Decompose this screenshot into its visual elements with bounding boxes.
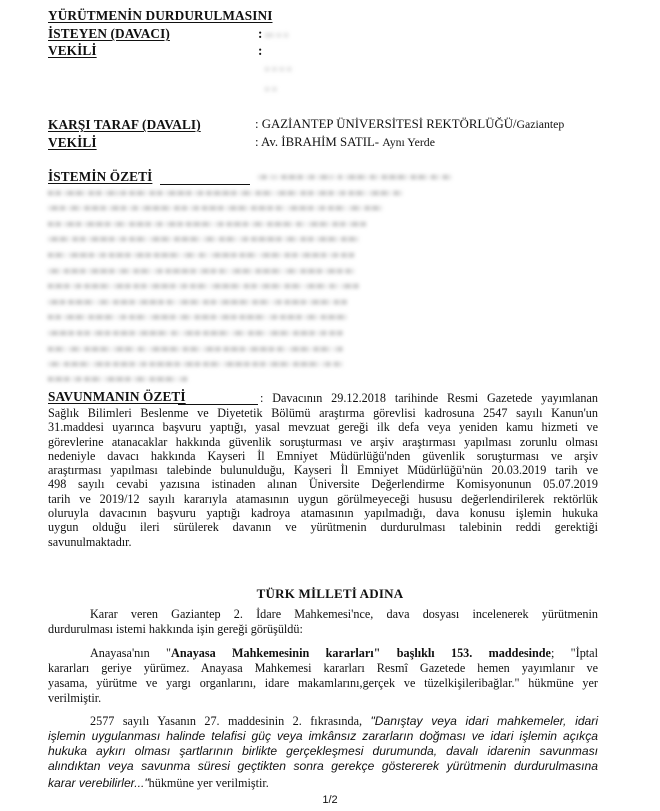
redacted-text: ▫ ▫ ▫ ▫	[265, 62, 292, 76]
defense-line: : Davacının 29.12.2018 tarihinde Resmi Gazetede yayımlanan	[260, 391, 598, 405]
defendant-value: : GAZİANTEP ÜNİVERSİTESİ REKTÖRLÜĞÜ/Gaziantep	[255, 117, 565, 131]
plaintiff-counsel-label: VEKİLİ	[48, 43, 97, 58]
plaintiff-counsel-colon: :	[258, 43, 263, 58]
decision-paragraph-3: 2577 sayılı Yasanın 27. maddesinin 2. fıkrasında, "Danıştay veya idari mahkemeler, idari işlemin uygulanması halinde telafisi güç veya imkânsız zararların doğması ve idari işlemin açıkça hukuka aykırı olması şartlarının birlikte gerçekleşmesi durumunda, davalı idarenin savunması alındıktan veya savunma süresi geçtikten sonra gerekçe göstererek yürütmenin durdurulmasına karar verebilirler..."hükmüne yer verilmiştir.	[48, 714, 599, 790]
page-number: 1/2	[322, 794, 338, 806]
plaintiff-colon: :	[258, 26, 263, 41]
defendant-counsel-label: VEKİLİ	[48, 135, 97, 150]
decision-title: TÜRK MİLLETİ ADINA	[256, 586, 404, 601]
defendant-label: KARŞI TARAF (DAVALI)	[48, 117, 201, 132]
redacted-text: ▫ ▫	[265, 82, 277, 96]
request-summary-label: İSTEMİN ÖZETİ	[48, 169, 153, 184]
plaintiff-label: İSTEYEN (DAVACI)	[48, 26, 170, 41]
label-underline	[160, 184, 250, 185]
defense-summary-label: SAVUNMANIN ÖZETİ	[48, 389, 186, 404]
label-underline	[178, 404, 258, 405]
document-page: YÜRÜTMENİN DURDURULMASINI İSTEYEN (DAVACI) : VEKİLİ : ▫▫ ▫ ▫ ▫ ▫ ▫ ▫ ▫ ▫ KARŞI TARAF (DAVALI) : GAZİANTEP ÜNİVERSİTESİ REKTÖRLÜĞÜ/Gaziantep VEKİLİ : Av. İBRAHİM SATIL- Aynı Yerde İSTEMİN ÖZETİ ▫▪ ▫▫ ▪▫▪▫▪ ▫▪ ▫▪▫▫ ▪ ▫▪▫▪▫ ▪▫ ▪▫▪▫▪▫ ▪▫▪▫ ▪▫ ▪▫ ▪▫▪ ▫▪▫▪▫ ▪▫▪ ▫▪▫▫▪ ▪▫▪▫ ▪▫▪ ▫▪▫▪▫▪ ▫▪ ▪▫▪▫▪▫▪ ▫▪▫ ▪▫▪▫ ▫▪▫▪▫ ▪▫▪ ▫▪▫▪ ▫▪ ▪▫▪▫ ▫▪▫▪▫ ▪▫ ▫▪▫▪ ▫▪▫ ▪▫▪▫▪ ▫▪▫▪ ▫▪ ▫▪▫▪▫▪▫ ▪▫▪ ▫▪ ▪▫▪▫▪ ▫▪▫▪▫ ▪▫▪▫▪ ▪▫ ▫▪▫▪▫▪ ▫▪ ▪▫▪▫ ▫▪▫ ▪▫▪▫ ▪▫▪ ▫▪▫▪ ▫▪▫▪▫▪ ▫▪▫ ▪▫▪▫▪ ▫▪ ▫▪▫▪ ▪▫▪▫▪▫ ▫▪ ▪▫▪▫▪ ▫▪▫ ▪▫▪▫▪▫ ▪▫ ▫▪▫▪▫ ▪▫▪ ▫▪▫▪ ▫▪▫▪▫ ▪▫▪ ▫▪▫▪▫▪ ▫▪ ▪▫▪▫ ▫▪▫▪▫ ▪▫▪▫▪▫ ▫▪▫ ▪▫▪▫ ▫▪ ▪▫▪▫▪▫▪ ▫▪▫ ▪▫▪ ▫▪▫▪▫ ▪▫▪▫ ▪▫▪▫ ▫▪▫▪▫▪ ▫▪ ▪▫▪▫▪ ▫▪▫▪ ▪▫▪▫▪▫ ▫▪▫ ▪▫ ▫▪▫▪▫▪ ▪▫▪▫ ▫▪▫▪▫ ▪▫▪ ▫▪▫▪▫▪ ▫▪ ▪▫▪ ▫▪▫ ▪▫▪▫▪ ▫▪▫▪▫▪ ▫▪▫ ▪▫▪▫ ▫▪ ▪▫▪▫▪▫▪ ▫▪▫▪ ▪▫ ▫▪▫▪▫ ▪▫▪▫▪▫ ▫▪▫ ▪▫▪▫▪ ▫▪▫▪ ▪▫ ▪▫▪▫▪ ▫▪ ▪▫▪▫▪▫ ▫▪▫▪ ▪▫▪ ▫▪▫▪▫▪ ▫▪ ▪▫▪▫ ▫▪▫▪▫▪▫ ▪▫▪ ▫▪▫▪▫ ▪▫▪▫ ▫▪▫▪▫ ▪▫ ▫▪▫▪ ▫▪▫▪ ▪▫▪▫▪▫ ▫▪▫ ▪▫▪▫▪ ▫▪▫▪▫▪ ▪▫ ▫▪▫▪▫ ▪▫▪ ▫▪▫▪▫▪▫ ▪▫▪▫ ▫▪ ▪▫▪▫▪ ▫▪▫▪▫ ▪▫▪ ▪▫▪ ▫▪▫▪▫ ▪▫▪▫▪▫ ▫▪ ▪▫▪▫ ▫▪▫▪▫▪ ▫▪▫ ▪▫▪▫▪ ▫▪▫▪ ▪▫▪▫▪▫ ▫▪ ▪▫▪▫▪ ▫▪▫ ▪▫▪▫▪▫ ▫▪▫▪▫▪ ▪▫▪ ▫▪▫▪ ▪▫▪▫▪ ▫▪▫▪▫▪▫ ▪▫ ▫▪▫▪ ▪▫▪▫▪▫ ▫▪▫ ▪▫▪▫ ▫▪▫▪▫ ▪▫▪▫▪ ▫▪ ▪▫▪ ▪▫▪▫ ▫▪▫ ▪▫▪▫▪▫ ▫▪▫▪▫ ▪▫ ▫▪▫▪▫▪▫ ▪▫▪▫ ▫▪▫▪ ▪▫▪▫▪ ▫▪▫▪▫▪ ▪▫ ▫▪▫▪▫ ▪▫▪▫ ▫▪ ▫▪▫ ▪▫▪▫▪▫ ▫▪▫▪ ▪▫▪▫▪ ▫▪ ▪▫▪▫▪▫▪ ▫▪▫▪ ▪▫▪▫ ▫▪▫▪▫▪ ▪▫▪ ▫▪▫▪▫ ▪▫▪▫▪▫ ▫▪ ▪▫ ▪▫▪▫▪ ▫▪ ▪▫▪▫ ▫▪▫▪▫▪ ▫▪▫ ▪▫▪▫▪▫ ▫▪ SAVUNMANIN ÖZETİ : Davacının 29.12.2018 tarihinde Resmi Gazetede yayımlanan Sağlık Bilimleri Beslenme ve Diyetetik Bölümü araştırma görevlisi kadrosuna 2547 sayılı Kanun'un 31.maddesi uyarınca başvuru yaptığı, yasal mevzuat gereği ilk defa veya yeniden kamu hizmeti ve görevlerine atanacaklar hakkında güvenlik soruşturması ve arşiv araştırması yapılması zorunlu olması nedeniyle davacı hakkında Kayseri İl Emniyet Müdürlüğü'nden güvenlik soruşturması ve arşiv araştırması yapılması talebinde bulunulduğu, Kayseri İl Emniyet Müdürlüğü'nün 20.03.2019 tarih ve 498 sayılı cevabi yazısına istinaden alınan Üniversite Değerlendirme Komisyonunun 05.07.2019 tarih ve 2019/12 sayılı kararıyla atamasının uygun görülmeyeceği hususu değerlendirilerek rektörlük oluruyla davacının başvuru yaptığı kadroya atamasının yapılmadığı, dava konusu işlemin hukuka uygun olduğu ileri sürülerek davanın ve yürütmenin durdurulması talebinin reddi gerektiği savunulmaktadır. TÜRK MİLLETİ ADINA Karar veren Gaziantep 2. İdare Mahkemesi'nce, dava dosyası incelenerek yürütmenin durdurulması istemi hakkında işin gereği görüşüldü: Anayasa'nın "Anayasa Mahkemesinin kararları" başlıklı 153. maddesinde; "İptal kararları geriye yürümez. Anayasa Mahkemesi kararları Resmî Gazetede hemen yayımlanır ve yasama, yürütme ve yargı organlarını, idare makamlarını,gerçek ve tüzelkişileribağlar." hükmüne yer verilmiştir. 2577 sayılı Yasanın 27. maddesinin 2. fıkrasında, "Danıştay veya idari mahkemeler, idari işlemin uygulanması halinde telafisi güç veya imkânsız zararların doğması ve idari işlemin açıkça hukuka aykırı olması şartlarının birlikte gerçekleşmesi durumunda, davalı idarenin savunması alındıktan veya savunma süresi geçtikten sonra gerekçe göstererek yürütmenin durdurulmasına karar verebilirler..."hükmüne yer verilmiştir. 1/2	[0, 0, 660, 811]
defendant-counsel-value: : Av. İBRAHİM SATIL- Aynı Yerde	[255, 135, 435, 149]
defense-paragraph: Sağlık Bilimleri Beslenme ve Diyetetik Bölümü araştırma görevlisi kadrosuna 2547 sayılı Kanun'un 31.maddesi uyarınca başvuru yaptığı, yasal mevzuat gereği ilk defa veya yeniden kamu hizmeti ve görevlerine atanacaklar hakkında güvenlik soruşturması ve arşiv araştırması yapılması zorunlu olması nedeniyle davacı hakkında Kayseri İl Emniyet Müdürlüğü'nden güvenlik soruşturması ve arşiv araştırması yapılması talebinde bulunulduğu, Kayseri İl Emniyet Müdürlüğü'nün 20.03.2019 tarih ve 498 sayılı cevabi yazısına istinaden alınan Üniversite Değerlendirme Komisyonunun 05.07.2019 tarih ve 2019/12 sayılı kararıyla atamasının uygun görülmeyeceği hususu değerlendirilerek rektörlük oluruyla davacının başvuru yaptığı kadroya atamasının yapılmadığı, dava konusu işlemin hukuka uygun olduğu ileri sürülerek davanın ve yürütmenin durdurulması talebinin reddi gerektiği savunulmaktadır.	[48, 406, 598, 549]
decision-paragraph-2: Anayasa'nın "Anayasa Mahkemesinin kararları" başlıklı 153. maddesinde; "İptal kararları geriye yürümez. Anayasa Mahkemesi kararları Resmî Gazetede hemen yayımlanır ve yasama, yürütme ve yargı organlarını, idare makamlarını,gerçek ve tüzelkişileribağlar." hükmüne yer verilmiştir.	[48, 646, 598, 705]
doc-heading-line1: YÜRÜTMENİN DURDURULMASINI	[48, 8, 273, 23]
redacted-text: ▫▫ ▫ ▫	[265, 28, 289, 42]
decision-paragraph-1: Karar veren Gaziantep 2. İdare Mahkemesi'nce, dava dosyası incelenerek yürütmenin durdurulması istemi hakkında işin gereği görüşüldü:	[48, 607, 598, 636]
